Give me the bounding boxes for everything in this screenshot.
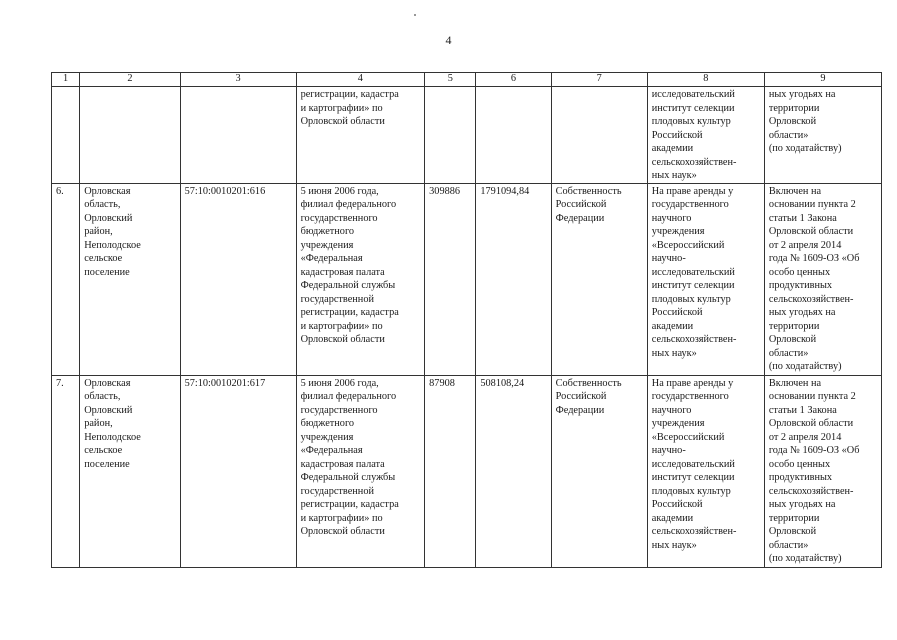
table-row [52, 183, 882, 375]
header-col-9: 9 [764, 73, 881, 87]
land-plots-table [51, 72, 882, 568]
scan-speck [414, 14, 416, 16]
header-col-6: 6 [476, 73, 551, 87]
header-col-8: 8 [647, 73, 764, 87]
cell-location: Орловская область, Орловский район, Неполодское сельское поселение [80, 183, 180, 375]
cell-registration: 5 июня 2006 года, филиал федерального государственного бюджетного учреждения «Федеральная кадастровая палата Федеральной службы государственной регистрации, кадастра и картографии» по Орловской области [296, 375, 425, 567]
cell-location: Орловская область, Орловский район, Неполодское сельское поселение [80, 375, 180, 567]
cell-cadastral: 57:10:0010201:617 [180, 375, 296, 567]
cell-number [52, 87, 80, 184]
header-col-3: 3 [180, 73, 296, 87]
cell-area: 87908 [425, 375, 476, 567]
cell-ownership: Собственность Российской Федерации [551, 183, 647, 375]
cell-value: 1791094,84 [476, 183, 551, 375]
table-row-continuation [52, 87, 882, 184]
cell-number: 7. [52, 375, 80, 567]
page-number: 4 [445, 33, 452, 47]
cell-basis: Включен на основании пункта 2 статьи 1 Закона Орловской области от 2 апреля 2014 года № 1609-ОЗ «Об особо ценных продуктивных сельскохозяйствен- ных угодьях на территории Орловской области» (по ходатайству) [764, 183, 881, 375]
header-col-4: 4 [296, 73, 425, 87]
cell-value [476, 87, 551, 184]
cell-area [425, 87, 476, 184]
header-col-5: 5 [425, 73, 476, 87]
cell-registration: 5 июня 2006 года, филиал федерального государственного бюджетного учреждения «Федеральная кадастровая палата Федеральной службы государственной регистрации, кадастра и картографии» по Орловской области [296, 183, 425, 375]
cell-area: 309886 [425, 183, 476, 375]
header-col-2: 2 [80, 73, 180, 87]
header-col-7: 7 [551, 73, 647, 87]
header-col-1: 1 [52, 73, 80, 87]
cell-rights: На праве аренды у государственного научного учреждения «Всероссийский научно- исследовательский институт селекции плодовых культур Российской академии сельскохозяйствен- ных наук» [647, 375, 764, 567]
cell-number: 6. [52, 183, 80, 375]
cell-ownership [551, 87, 647, 184]
cell-cadastral [180, 87, 296, 184]
cell-rights: исследовательский институт селекции плодовых культур Российской академии сельскохозяйствен- ных наук» [647, 87, 764, 184]
cell-basis: Включен на основании пункта 2 статьи 1 Закона Орловской области от 2 апреля 2014 года № 1609-ОЗ «Об особо ценных продуктивных сельскохозяйствен- ных угодьях на территории Орловской области» (по ходатайству) [764, 375, 881, 567]
cell-rights: На праве аренды у государственного научного учреждения «Всероссийский научно- исследовательский институт селекции плодовых культур Российской академии сельскохозяйствен- ных наук» [647, 183, 764, 375]
cell-location [80, 87, 180, 184]
cell-value: 508108,24 [476, 375, 551, 567]
cell-basis: ных угодьях на территории Орловской области» (по ходатайству) [764, 87, 881, 184]
cell-registration: регистрации, кадастра и картографии» по Орловской области [296, 87, 425, 184]
header-row [52, 73, 882, 87]
table-row [52, 375, 882, 567]
cell-cadastral: 57:10:0010201:616 [180, 183, 296, 375]
cell-ownership: Собственность Российской Федерации [551, 375, 647, 567]
